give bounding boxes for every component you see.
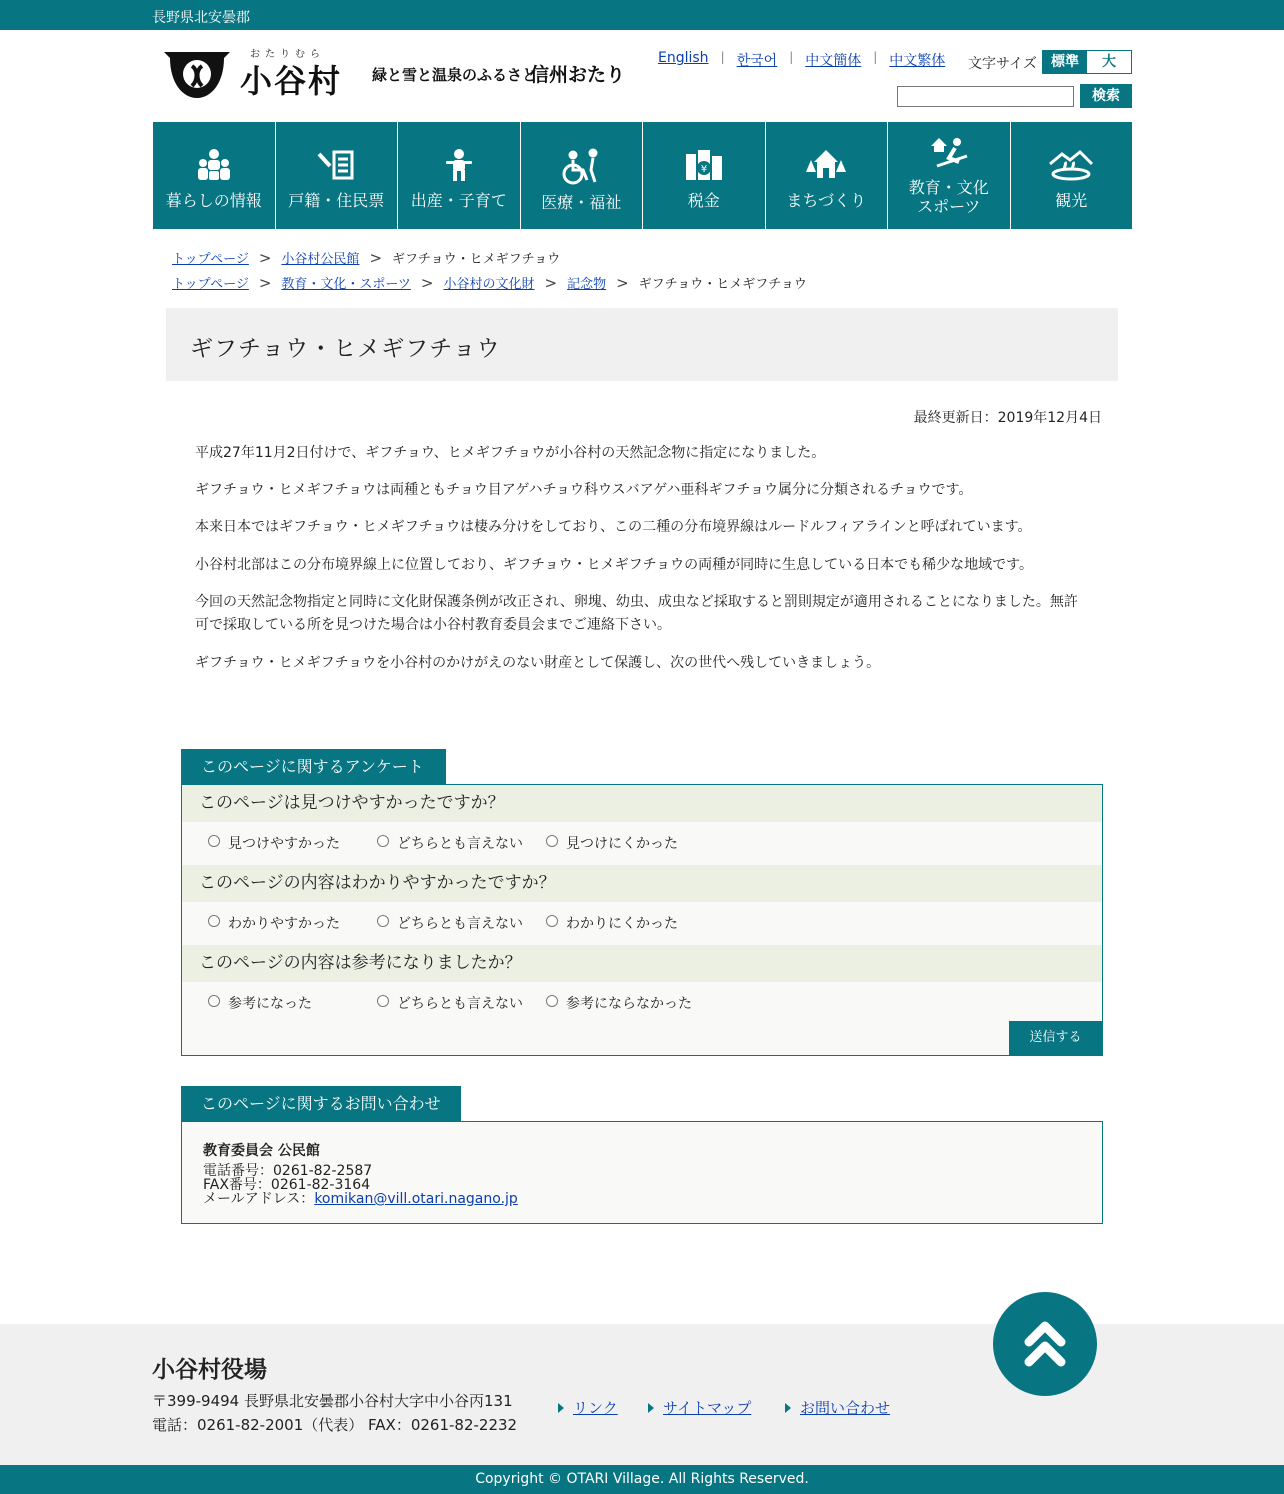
copyright: Copyright © OTARI Village. All Rights Reserved. xyxy=(0,1465,1284,1494)
contact-department: 教育委員会 公民館 xyxy=(203,1143,320,1159)
nav-label: 観光 xyxy=(1055,191,1088,210)
font-size-switcher xyxy=(1042,50,1132,74)
body-paragraph: ギフチョウ・ヒメギフチョウは両種ともチョウ目アゲハチョウ科ウスバアゲハ亜科ギフチョウ属分に分類されるチョウです。 xyxy=(195,482,973,498)
ski-icon xyxy=(929,136,969,170)
radio-button[interactable] xyxy=(546,915,558,927)
radio-button[interactable] xyxy=(377,835,389,847)
breadcrumb-current: ギフチョウ・ヒメギフチョウ xyxy=(638,277,807,292)
survey-option[interactable] xyxy=(377,993,546,1013)
contact-mail-label: メールアドレス： xyxy=(203,1191,315,1207)
footer-link-label[interactable]: お問い合わせ xyxy=(800,1399,891,1417)
survey-option[interactable] xyxy=(208,913,377,933)
font-size-large-button[interactable]: 大 xyxy=(1087,51,1131,73)
breadcrumb-separator: > xyxy=(616,273,629,292)
nav-label: 戸籍・住民票 xyxy=(288,191,385,210)
yen-building-icon xyxy=(684,148,724,182)
wheelchair-icon xyxy=(561,148,601,186)
survey-option[interactable] xyxy=(377,833,546,853)
nav-item-education-culture-sports[interactable] xyxy=(888,122,1011,229)
breadcrumb-separator: > xyxy=(544,273,558,292)
radio-button[interactable] xyxy=(208,995,220,1007)
footer-link-label[interactable]: リンク xyxy=(573,1399,618,1417)
nav-item-living[interactable] xyxy=(153,122,276,229)
breadcrumb-link[interactable]: 教育・文化・スポーツ xyxy=(281,277,411,292)
survey-options xyxy=(208,833,715,853)
document-icon xyxy=(316,148,356,182)
survey-question: このページは見つけやすかったですか？ xyxy=(182,785,1102,822)
option-label: 見つけやすかった xyxy=(228,836,340,852)
breadcrumb-separator: > xyxy=(369,248,383,267)
nav-label: 医療・福祉 xyxy=(541,193,622,212)
breadcrumb xyxy=(172,248,560,267)
font-size-label: 文字サイズ xyxy=(968,56,1037,72)
contact-box xyxy=(181,1121,1103,1224)
submit-button[interactable]: 送信する xyxy=(1009,1021,1102,1055)
footer-phone: 電話：0261-82-2001（代表） FAX：0261-82-2232 xyxy=(152,1416,518,1434)
body-paragraph: 本来日本ではギフチョウ・ヒメギフチョウは棲み分けをしており、この二種の分布境界線はルードルフィアラインと呼ばれています。 xyxy=(195,519,1032,535)
font-size-standard-button[interactable]: 標準 xyxy=(1043,51,1087,73)
search-button[interactable]: 検索 xyxy=(1080,84,1132,108)
option-label: どちらとも言えない xyxy=(397,916,523,932)
triangle-icon xyxy=(648,1403,654,1413)
page-title: ギフチョウ・ヒメギフチョウ xyxy=(190,336,501,362)
breadcrumb-separator: > xyxy=(258,273,272,292)
nav-label: 税金 xyxy=(687,191,720,210)
lang-english-link[interactable]: English xyxy=(658,50,709,66)
triangle-icon xyxy=(558,1403,564,1413)
lang-chinese-traditional-link[interactable]: 中文繁体 xyxy=(889,53,946,69)
contact-fax: FAX番号：0261-82-3164 xyxy=(203,1177,371,1193)
nav-label: 教育・文化 スポーツ xyxy=(908,178,989,216)
separator: | xyxy=(873,50,878,64)
contact-heading: このページに関するお問い合わせ xyxy=(181,1086,461,1122)
survey-question: このページの内容はわかりやすかったですか？ xyxy=(182,865,1102,902)
top-bar xyxy=(0,0,1284,30)
option-label: どちらとも言えない xyxy=(397,996,523,1012)
logo-ruby: おたりむら xyxy=(250,49,325,60)
survey-option[interactable] xyxy=(208,993,377,1013)
separator: | xyxy=(789,50,794,64)
radio-button[interactable] xyxy=(208,915,220,927)
triangle-icon xyxy=(785,1403,791,1413)
nav-label: まちづくり xyxy=(786,191,867,210)
village-emblem-icon[interactable] xyxy=(162,48,232,100)
option-label: どちらとも言えない xyxy=(397,836,523,852)
logo-name[interactable]: 小谷村 xyxy=(240,62,343,100)
radio-button[interactable] xyxy=(377,995,389,1007)
language-links xyxy=(658,50,957,70)
search-input[interactable] xyxy=(897,86,1074,107)
breadcrumb-separator: > xyxy=(420,273,434,292)
global-nav xyxy=(153,122,1132,229)
survey-option[interactable] xyxy=(208,833,377,853)
nav-item-medical-welfare[interactable] xyxy=(521,122,644,229)
child-icon xyxy=(439,148,479,182)
contact-mail-row xyxy=(203,1188,518,1208)
nav-item-family-register[interactable] xyxy=(276,122,399,229)
breadcrumb-link[interactable]: トップページ xyxy=(172,252,249,267)
radio-button[interactable] xyxy=(208,835,220,847)
option-label: 参考になった xyxy=(228,996,312,1012)
radio-button[interactable] xyxy=(546,995,558,1007)
body-paragraph: 今回の天然記念物指定と同時に文化財保護条例が改正され、卵塊、幼虫、成虫など採取すると罰則規定が適用されることになりました。無許可で採取している所を見つけた場合は小谷村教育委員会までご連絡下さい。 xyxy=(195,594,1078,633)
mountain-onsen-icon xyxy=(1048,148,1094,182)
nav-item-tourism[interactable] xyxy=(1011,122,1133,229)
last-updated: 最終更新日：2019年12月4日 xyxy=(913,410,1102,426)
breadcrumb-separator: > xyxy=(258,248,272,267)
radio-button[interactable] xyxy=(546,835,558,847)
page-title-box xyxy=(166,308,1118,381)
lang-korean-link[interactable]: 한국어 xyxy=(736,53,778,69)
survey-option[interactable] xyxy=(546,833,715,853)
tagline-big: 信州おたり xyxy=(530,64,626,86)
prefecture-label: 長野県北安曇郡 xyxy=(152,10,250,26)
double-chevron-up-icon xyxy=(993,1292,1097,1396)
nav-label: 出産・子育て xyxy=(410,191,507,210)
nav-label: 暮らしの情報 xyxy=(165,191,262,210)
survey-options xyxy=(208,913,715,933)
separator: | xyxy=(720,50,725,64)
contact-mail-link[interactable]: komikan@vill.otari.nagano.jp xyxy=(314,1191,518,1207)
survey-question: このページの内容は参考になりましたか？ xyxy=(182,945,1102,982)
body-paragraph: ギフチョウ・ヒメギフチョウを小谷村のかけがえのない財産として保護し、次の世代へ残していきましょう。 xyxy=(195,655,881,671)
survey-heading: このページに関するアンケート xyxy=(181,749,446,785)
option-label: わかりにくかった xyxy=(566,916,678,932)
footer-link-label[interactable]: サイトマップ xyxy=(663,1399,752,1417)
survey-option[interactable] xyxy=(546,993,715,1013)
survey-options xyxy=(208,993,715,1013)
option-label: 参考にならなかった xyxy=(566,996,692,1012)
nav-item-childcare[interactable] xyxy=(398,122,521,229)
option-label: 見つけにくかった xyxy=(566,836,678,852)
option-label: わかりやすかった xyxy=(228,916,340,932)
footer-link-contact[interactable] xyxy=(785,1397,890,1418)
breadcrumb xyxy=(172,273,807,292)
radio-button[interactable] xyxy=(377,915,389,927)
body-paragraph: 小谷村北部はこの分布境界線上に位置しており、ギフチョウ・ヒメギフチョウの両種が同時に生息している日本でも稀少な地域です。 xyxy=(195,557,1034,573)
contact-tel: 電話番号：0261-82-2587 xyxy=(203,1163,373,1179)
breadcrumb-link[interactable]: 小谷村の文化財 xyxy=(443,277,535,292)
footer-office-name: 小谷村役場 xyxy=(152,1357,267,1383)
page-top-button[interactable] xyxy=(993,1292,1097,1396)
survey-option[interactable] xyxy=(377,913,546,933)
nav-item-town-planning[interactable] xyxy=(766,122,889,229)
tagline: 緑と雪と温泉のふるさと xyxy=(372,66,538,84)
svg-text:¥: ¥ xyxy=(700,164,707,175)
breadcrumb-current: ギフチョウ・ヒメギフチョウ xyxy=(392,252,561,267)
footer-link-links[interactable] xyxy=(558,1397,618,1418)
body-paragraph: 平成27年11月2日付けで、ギフチョウ、ヒメギフチョウが小谷村の天然記念物に指定になりました。 xyxy=(195,445,826,461)
family-icon xyxy=(194,148,234,182)
footer-address: 〒399-9494 長野県北安曇郡小谷村大字中小谷丙131 xyxy=(152,1392,513,1410)
breadcrumb-link[interactable]: 記念物 xyxy=(567,277,607,292)
lang-chinese-simplified-link[interactable]: 中文簡体 xyxy=(805,53,862,69)
breadcrumb-link[interactable]: トップページ xyxy=(172,277,249,292)
nav-item-tax[interactable] xyxy=(643,122,766,229)
breadcrumb-link[interactable]: 小谷村公民館 xyxy=(281,252,360,267)
survey-form xyxy=(181,784,1103,1056)
town-icon xyxy=(806,148,846,182)
footer-link-sitemap[interactable] xyxy=(648,1397,751,1418)
survey-option[interactable] xyxy=(546,913,715,933)
